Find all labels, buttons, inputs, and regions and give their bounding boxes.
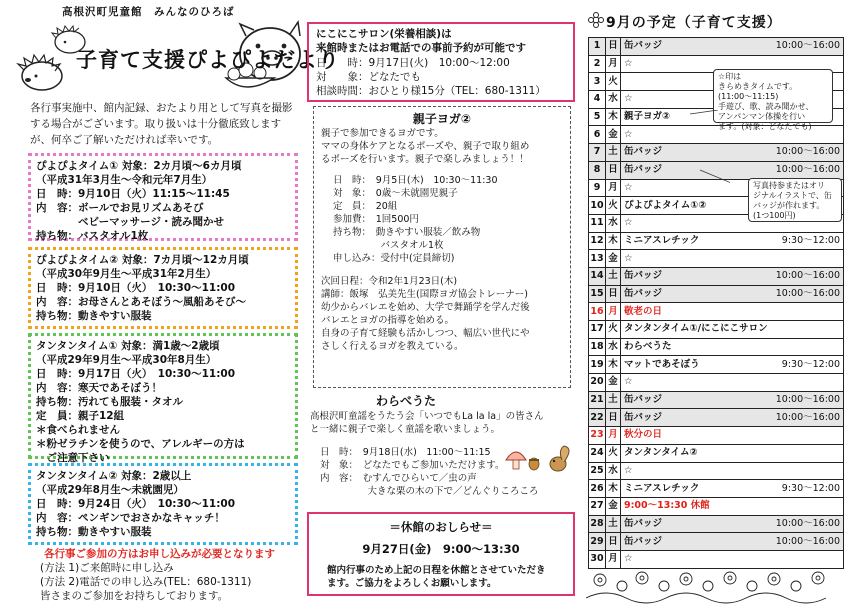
calendar-date: 22 (589, 409, 606, 427)
calendar-date: 11 (589, 214, 606, 232)
calendar-date: 4 (589, 91, 606, 109)
yoga-detail-line: 日 時： 9月5日(木) 10:30～11:30 (333, 175, 498, 186)
calendar-row (589, 356, 844, 374)
yoga-detail-line: バスタオル1枚 (333, 240, 444, 251)
acorn-icon (529, 458, 539, 470)
calendar-row (589, 391, 844, 409)
yoga-detail-line: 対 象： 0歳～未就園児親子 (333, 188, 458, 199)
event-line: （平成29年9月生～平成30年8月生） (36, 354, 217, 366)
warabe-desc-line: 高根沢町童謡をうたう会「いつでもLa la la」の皆さん (310, 411, 544, 422)
calendar-event-cell (621, 321, 844, 339)
calendar-weekday: 金 (606, 126, 621, 144)
calendar-event-cell (621, 480, 844, 498)
calendar-date: 13 (589, 250, 606, 268)
calendar-time: 10:00～16:00 (775, 535, 840, 547)
calendar-event: ミニアスレチック (624, 234, 700, 246)
flower-icon (588, 12, 604, 30)
photo-notice: 各行事実施中、館内記録、おたより用として写真を撮影する場合がございます。取り扱いは十分徹底致しますが、何卒ご了解いただければ幸いです。 (30, 102, 293, 146)
calendar-weekday: 金 (606, 374, 621, 392)
calendar-time: 10:00～16:00 (775, 164, 840, 176)
event-line: ぴよぴよタイム② 対象：7カ月頃～12カ月頃 (36, 254, 249, 266)
salon-subtitle: 来館時またはお電話での事前予約が可能です (316, 42, 526, 54)
event-line: ぴよぴよタイム① 対象：2カ月頃～6カ月頃 (36, 160, 242, 172)
yoga-title: 親子ヨガ② (412, 112, 472, 126)
calendar-row (589, 374, 844, 392)
calendar-row (589, 427, 844, 445)
closure-title: ＝休館のおしらせ＝ (389, 520, 493, 534)
calendar-weekday: 月 (606, 550, 621, 568)
calendar-event: ☆ (624, 464, 633, 476)
salon-target: 対 象：どなたでも (316, 71, 421, 83)
calendar-time: 10:00～16:00 (775, 146, 840, 158)
calendar-event: タンタンタイム② (624, 447, 698, 459)
event-box-piyopiyo-1 (28, 153, 298, 241)
application-note: 皆さまのご参加をお持ちしております。 (40, 590, 229, 602)
calendar-date: 30 (589, 550, 606, 568)
calendar-time: 9:30～12:00 (781, 358, 840, 370)
calendar-event: ミニアスレチック (624, 482, 700, 494)
event-line: ＊食べられません (36, 424, 120, 436)
calendar-event-cell (621, 391, 844, 409)
calendar-event: 9:00～13:30 休館 (624, 500, 710, 512)
calendar-time: 10:00～16:00 (775, 394, 840, 406)
calendar-weekday: 土 (606, 144, 621, 162)
calendar-date: 25 (589, 462, 606, 480)
event-line: ＊粉ゼラチンを使うので、アレルギーの方は (36, 438, 245, 450)
autumn-illustration (502, 444, 574, 476)
calendar-event: 缶バッジ (624, 287, 663, 299)
salon-duration: 相談時間：おひとり様15分（TEL：680-1311） (316, 85, 546, 97)
calendar-event: 親子ヨガ② (624, 111, 671, 123)
warabe-desc-line: と一緒に親子で楽しく童謡を歌いましょう。 (310, 424, 501, 435)
callout-pointers (690, 110, 730, 200)
calendar-weekday: 木 (606, 480, 621, 498)
calendar-weekday: 火 (606, 197, 621, 215)
calendar-time: 10:00～16:00 (775, 517, 840, 529)
calendar-time: 9:30～12:00 (781, 482, 840, 494)
calendar-row (589, 321, 844, 339)
calendar-weekday: 月 (606, 303, 621, 321)
calendar-event: ☆ (624, 553, 633, 565)
warabe-detail-line: 大きな栗の木の下で／どんぐりころころ (320, 486, 539, 497)
calendar-weekday: 木 (606, 108, 621, 126)
calendar-event-cell (621, 409, 844, 427)
event-line: 内 容：お母さんとあそぼう～風船あそび～ (36, 296, 246, 308)
calendar-event: 缶バッジ (624, 40, 663, 52)
calendar-event-cell (621, 250, 844, 268)
calendar-weekday: 月 (606, 55, 621, 73)
calendar-date: 2 (589, 55, 606, 73)
calendar-event: ☆ (624, 128, 633, 140)
calendar-weekday: 日 (606, 38, 621, 56)
yoga-next-line: 講師：飯塚 弘美先生(国際ヨガ協会トレーナー) (321, 289, 528, 300)
calendar-weekday: 金 (606, 497, 621, 515)
calendar-event-cell (621, 285, 844, 303)
calendar-row (589, 497, 844, 515)
badge-note-callout: 写真持参またはオリ ジナルイラストで、缶 バッジが作れます。 (1つ100円) (748, 178, 842, 222)
calendar-weekday: 水 (606, 214, 621, 232)
closure-line: 館内行事のため上記の日程を休館とさせていただき (327, 565, 546, 576)
event-line: タンタンタイム① 対象：満1歳～2歳頃 (36, 340, 220, 352)
calendar-event-cell (621, 161, 844, 179)
calendar-weekday: 土 (606, 267, 621, 285)
calendar-time: 9:30～12:00 (781, 234, 840, 246)
calendar-event: 缶バッジ (624, 270, 663, 282)
event-line: 持ち物：バスタオル1枚 (36, 230, 149, 242)
closure-box (307, 512, 575, 596)
calendar-date: 1 (589, 38, 606, 56)
calendar-date: 7 (589, 144, 606, 162)
calendar-weekday: 水 (606, 338, 621, 356)
yoga-next-line: 自身の子育て経験も活かしつつ、幅広い世代にや (321, 328, 530, 339)
calendar-date: 26 (589, 480, 606, 498)
salon-datetime: 日 時：9月17日(火) 10:00～12:00 (316, 57, 510, 69)
calendar-weekday: 木 (606, 232, 621, 250)
calendar-weekday: 月 (606, 179, 621, 197)
salon-title: にこにこサロン(栄養相談)は (316, 28, 452, 40)
calendar-event-cell (621, 356, 844, 374)
calendar-event: ☆ (624, 252, 633, 264)
calendar-row (589, 462, 844, 480)
calendar-event-cell (621, 374, 844, 392)
calendar-event: 缶バッジ (624, 146, 663, 158)
calendar-weekday: 日 (606, 409, 621, 427)
calendar-date: 18 (589, 338, 606, 356)
yoga-next-line: 幼少からバレエを始め、大学で舞踊学を学んだ後 (321, 302, 530, 313)
yoga-desc-line: るポーズを行います。親子で楽しみましょう！！ (321, 154, 529, 165)
calendar-date: 10 (589, 197, 606, 215)
calendar-weekday: 日 (606, 285, 621, 303)
calendar-row (589, 303, 844, 321)
yoga-detail-line: 申し込み：受付中(定員締切) (333, 253, 455, 264)
calendar-date: 15 (589, 285, 606, 303)
calendar-event: タンタンタイム①/にこにこサロン (624, 323, 768, 335)
yoga-box (313, 106, 571, 388)
calendar-date: 3 (589, 73, 606, 91)
calendar-event: ☆ (624, 217, 633, 229)
warabe-detail-line: 内 容： むすんでひらいて／虫の声 (320, 473, 477, 484)
event-line: 日 時：9月10日（火）11:15～11:45 (36, 188, 230, 200)
calendar-weekday: 火 (606, 321, 621, 339)
event-line: 持ち物：汚れても服装・タオル (36, 396, 183, 408)
event-line: 日 時：9月17日（火） 10:30～11:00 (36, 368, 236, 380)
calendar-weekday: 日 (606, 161, 621, 179)
warabe-detail-line: 日 時： 9月18日(水) 11:00～11:15 (320, 447, 491, 458)
mushroom-icon (506, 452, 526, 469)
event-line: 日 時：9月24日（火） 10:30～11:00 (36, 498, 236, 510)
calendar-row (589, 232, 844, 250)
calendar-row (589, 515, 844, 533)
calendar-event-cell (621, 427, 844, 445)
calendar-date: 17 (589, 321, 606, 339)
squirrel-icon (550, 446, 569, 471)
calendar-event-cell (621, 232, 844, 250)
calendar-event: 秋分の日 (624, 429, 663, 441)
yoga-next-line: さしく行えるヨガを教えている。 (321, 341, 464, 352)
calendar-row (589, 285, 844, 303)
yoga-next-line: 次回日程：令和2年1月23日(木) (321, 276, 458, 287)
calendar-row (589, 480, 844, 498)
flower-border-decoration (586, 564, 846, 604)
calendar-row (589, 338, 844, 356)
event-line: （平成31年3月生～令和元年7月生） (36, 174, 213, 186)
calendar-event: 缶バッジ (624, 411, 663, 423)
yoga-detail-line: 定 員： 20組 (333, 201, 398, 212)
calendar-row (589, 267, 844, 285)
calendar-event: ☆ (624, 58, 633, 70)
calendar-date: 21 (589, 391, 606, 409)
closure-line: ます。ご協力をよろしくお願いします。 (327, 578, 497, 589)
calendar-date: 28 (589, 515, 606, 533)
warabe-detail-line: 対 象： どなたでもご参加いただけます。 (320, 460, 505, 471)
calendar-date: 5 (589, 108, 606, 126)
calendar-row (589, 409, 844, 427)
calendar-event: ☆ (624, 181, 633, 193)
calendar-event-cell (621, 338, 844, 356)
calendar-event: 缶バッジ (624, 517, 663, 529)
calendar-row (589, 533, 844, 551)
calendar-time: 10:00～16:00 (775, 411, 840, 423)
calendar-event-cell (621, 144, 844, 162)
event-line: タンタンタイム② 対象：2歳以上 (36, 470, 192, 482)
calendar-row (589, 444, 844, 462)
calendar-weekday: 木 (606, 356, 621, 374)
calendar-weekday: 土 (606, 515, 621, 533)
calendar-event: 缶バッジ (624, 164, 663, 176)
calendar-title: 9月の予定（子育て支援） (606, 15, 782, 31)
event-line: 内 容：寒天であそぼう！ (36, 382, 162, 394)
calendar-row (589, 250, 844, 268)
calendar-weekday: 水 (606, 91, 621, 109)
org-name: 高根沢町児童館 みんなのひろば (62, 6, 235, 18)
calendar-date: 27 (589, 497, 606, 515)
calendar-date: 12 (589, 232, 606, 250)
calendar-event: わらべうた (624, 341, 672, 353)
newsletter-title: 子育て支援ぴよぴよだより (76, 48, 340, 72)
calendar-date: 9 (589, 179, 606, 197)
calendar-event: 缶バッジ (624, 394, 663, 406)
event-box-tantan-1 (28, 333, 298, 464)
application-heading: 各行事ご参加の方はお申し込みが必要となります (44, 548, 275, 560)
calendar-weekday: 土 (606, 391, 621, 409)
calendar-event-cell (621, 267, 844, 285)
event-line: 持ち物：動きやすい服装 (36, 310, 152, 322)
calendar-event-cell (621, 533, 844, 551)
calendar-time: 10:00～16:00 (775, 270, 840, 282)
star-note-callout: ☆印は きらめきタイムです。 (11:00～11:15) 手遊び、歌、読み聞かせ、 アンパンマン体操を行い ます。(対象：どなたでも) (713, 69, 833, 123)
calendar-event-cell (621, 303, 844, 321)
application-method-1: (方法 1)ご来館時に申し込み (40, 562, 174, 574)
calendar-event-cell (621, 462, 844, 480)
calendar-date: 8 (589, 161, 606, 179)
calendar-event: ☆ (624, 93, 633, 105)
event-box-tantan-2 (28, 463, 298, 545)
calendar-date: 20 (589, 374, 606, 392)
calendar-date: 14 (589, 267, 606, 285)
calendar-date: 24 (589, 444, 606, 462)
calendar-weekday: 日 (606, 533, 621, 551)
hedgehog-icon (18, 55, 62, 90)
event-line: ご注意下さい (36, 452, 110, 464)
calendar-event: ぴよぴよタイム①② (624, 199, 707, 211)
calendar-date: 29 (589, 533, 606, 551)
calendar-event: 缶バッジ (624, 535, 663, 547)
calendar-event: ☆ (624, 376, 633, 388)
calendar-event: マットであそぼう (624, 358, 700, 370)
event-box-piyopiyo-2 (28, 247, 298, 329)
event-line: （平成29年8月生～未就園児） (36, 484, 184, 496)
calendar-weekday: 水 (606, 462, 621, 480)
salon-box (307, 22, 575, 102)
calendar-event-cell (621, 515, 844, 533)
calendar-time: 10:00～16:00 (775, 287, 840, 299)
calendar-event-cell (621, 497, 844, 515)
calendar-weekday: 火 (606, 73, 621, 91)
calendar-event: 敬老の日 (624, 305, 663, 317)
event-line: 持ち物：動きやすい服装 (36, 526, 152, 538)
closure-date: 9月27日(金) 9:00～13:30 (362, 542, 520, 556)
calendar-date: 19 (589, 356, 606, 374)
calendar-event-cell (621, 444, 844, 462)
event-line: 内 容：ペンギンでおさかなキャッチ！ (36, 512, 225, 524)
calendar-date: 6 (589, 126, 606, 144)
yoga-next-line: バレエとヨガの指導を始める。 (321, 315, 455, 326)
yoga-desc-line: 親子で参加できるヨガです。 (321, 128, 444, 139)
warabe-title: わらべうた (376, 394, 437, 408)
calendar-weekday: 月 (606, 427, 621, 445)
calendar-date: 16 (589, 303, 606, 321)
calendar-weekday: 金 (606, 250, 621, 268)
yoga-detail-line: 持ち物： 動きやすい服装／飲み物 (333, 227, 481, 238)
event-line: 日 時：9月10日（火） 10:30～11:00 (36, 282, 236, 294)
event-line: 定 員：親子12組 (36, 410, 125, 422)
event-line: （平成30年9月生～平成31年2月生） (36, 268, 217, 280)
calendar-row (589, 38, 844, 56)
calendar-weekday: 火 (606, 444, 621, 462)
application-method-2: (方法 2)電話での申し込み(TEL：680-1311) (40, 576, 252, 588)
event-line: ベビーマッサージ・読み聞かせ (36, 216, 224, 228)
yoga-detail-line: 参加費： 1回500円 (333, 214, 419, 225)
yoga-desc-line: ママの身体ケアとなるポーズや、親子で取り組め (321, 141, 530, 152)
event-line: 内 容：ボールでお見リズムあそび (36, 202, 204, 214)
calendar-date: 23 (589, 427, 606, 445)
calendar-event-cell (621, 38, 844, 56)
calendar-time: 10:00～16:00 (775, 40, 840, 52)
